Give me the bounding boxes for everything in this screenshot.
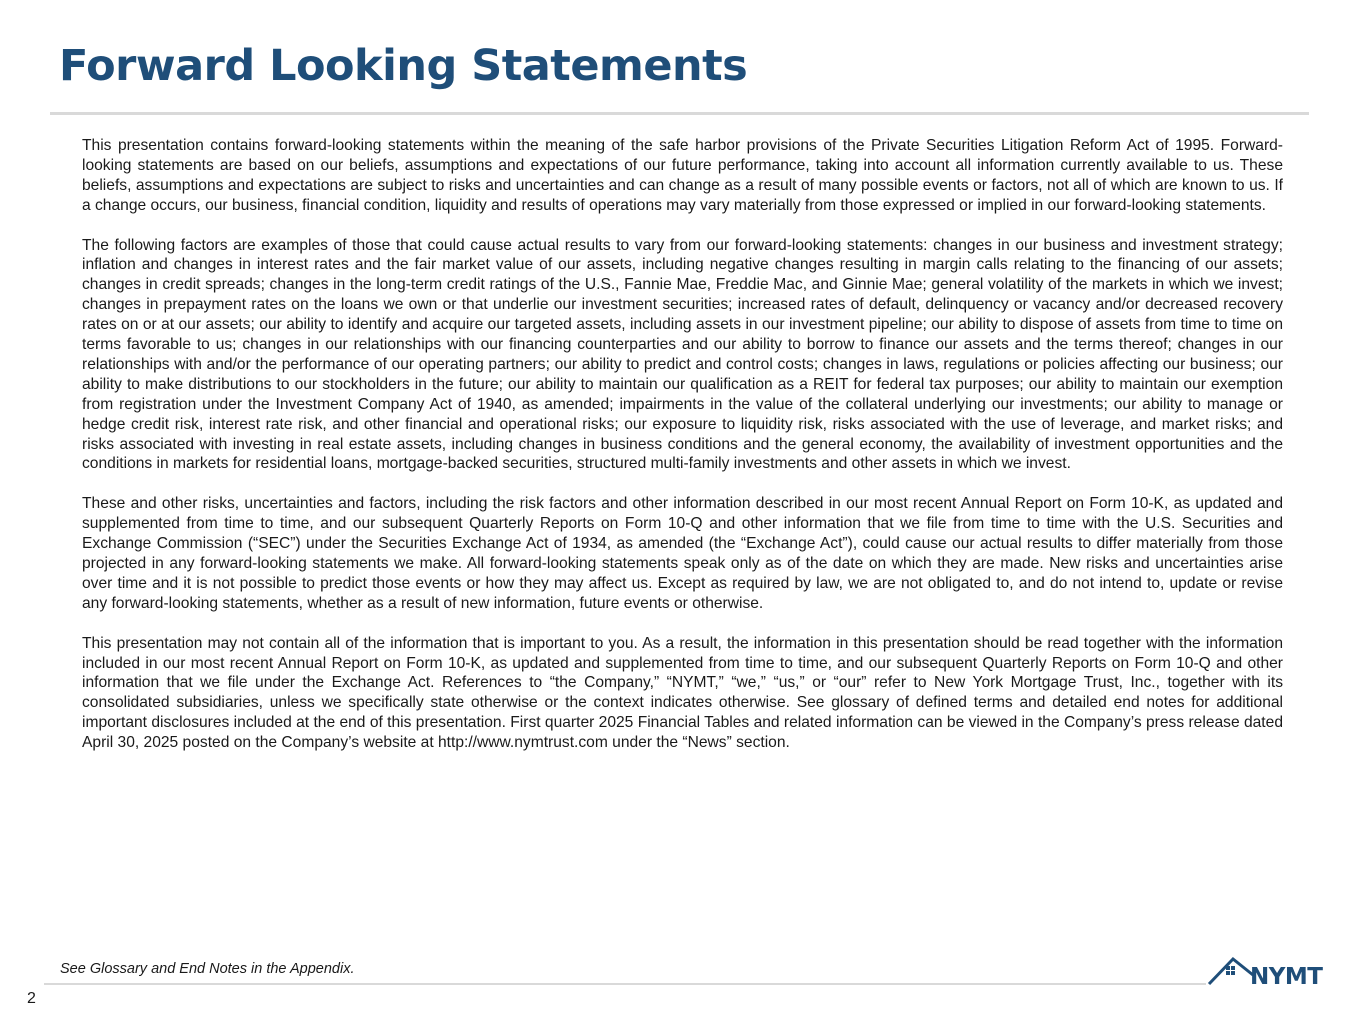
paragraph-sec-filings: These and other risks, uncertainties and factors, including the risk factors and other information described in our most recent Annual Report on Form 10-K, as updated and supplemented from time to time, and our subsequent Quarterly Reports on Form 10-Q and other information that we file from time to time with the U.S. Securities and Exchange Commission (“SEC”) under the Securities Exchange Act of 1934, as amended (the “Exchange Act”), could cause our actual results to differ materially from those projected in any forward-looking statements we make. All forward-looking statements speak only as of the date on which they are made. New risks and uncertainties arise over time and it is not possible to predict those events or how they may affect us. Except as required by law, we are not obligated to, and do not intend to, update or revise any forward-looking statements, whether as a result of new information, future events or otherwise. bbox=[82, 495, 1283, 612]
paragraph-risk-factors: The following factors are examples of those that could cause actual results to vary from our forward-looking statements: changes in our business and investment strategy; inflation and changes in interest rates and the fair market value of our assets, including negative changes resulting in margin calls relating to the financing of our assets; changes in credit spreads; changes in the long-term credit ratings of the U.S., Fannie Mae, Freddie Mac, and Ginnie Mae; general volatility of the markets in which we invest; changes in prepayment rates on the loans we own or that underlie our investment securities; increased rates of default, delinquency or vacancy and/or decreased recovery rates on or at our assets; our ability to identify and acquire our targeted assets, including assets in our investment pipeline; our ability to dispose of assets from time to time on terms favorable to us; changes in our relationships with our financing counterparties and our ability to borrow to finance our assets and the terms thereof; changes in our relationships with and/or the performance of our operating partners; our ability to predict and control costs; changes in laws, regulations or policies affecting our business; our ability to make distributions to our stockholders in the future; our ability to maintain our qualification as a REIT for federal tax purposes; our ability to maintain our exemption from registration under the Investment Company Act of 1940, as amended; impairments in the value of the collateral underlying our investments; our ability to manage or hedge credit risk, interest rate risk, and other financial and operational risks; our exposure to liquidity risk, risks associated with the use of leverage, and market risks; and risks associated with investing in real estate assets, including changes in business conditions and the general economy, the availability of investment opportunities and the conditions in markets for residential loans, mortgage-backed securities, structured multi-family investments and other assets in which we invest. bbox=[82, 236, 1283, 473]
nymt-logo bbox=[1207, 955, 1347, 987]
footer-divider bbox=[44, 983, 1206, 985]
statement-body bbox=[82, 136, 1283, 773]
title-divider bbox=[50, 112, 1309, 115]
page-number: 2 bbox=[27, 990, 36, 1007]
paragraph-additional-info: This presentation may not contain all of the information that is important to you. As a result, the information in this presentation should be read together with the information included in our most recent Annual Report on Form 10-K, as updated and supplemented from time to time, and our subsequent Quarterly Reports on Form 10-Q and other information that we file under the Exchange Act. References to “the Company,” “NYMT,” “we,” “us,” or “our” refer to New York Mortgage Trust, Inc., together with its consolidated subsidiaries, unless we specifically state otherwise or the context indicates otherwise. See glossary of defined terms and detailed end notes for additional important disclosures included at the end of this presentation. First quarter 2025 Financial Tables and related information can be viewed in the Company’s press release dated April 30, 2025 posted on the Company’s website at http://www.nymtrust.com under the “News” section. bbox=[82, 634, 1283, 752]
house-roof-icon bbox=[1209, 959, 1253, 984]
page-title: Forward Looking Statements bbox=[59, 41, 748, 91]
logo-text: NYMT bbox=[1250, 964, 1323, 987]
glossary-footnote: See Glossary and End Notes in the Appendix. bbox=[60, 961, 355, 977]
paragraph-safe-harbor: This presentation contains forward-looking statements within the meaning of the safe harbor provisions of the Private Securities Litigation Reform Act of 1995. Forward-looking statements are based on our beliefs, assumptions and expectations of our future performance, taking into account all information currently available to us. These beliefs, assumptions and expectations are subject to risks and uncertainties and can change as a result of many possible events or factors, not all of which are known to us. If a change occurs, our business, financial condition, liquidity and results of operations may vary materially from those expressed or implied in our forward-looking statements. bbox=[82, 137, 1283, 214]
